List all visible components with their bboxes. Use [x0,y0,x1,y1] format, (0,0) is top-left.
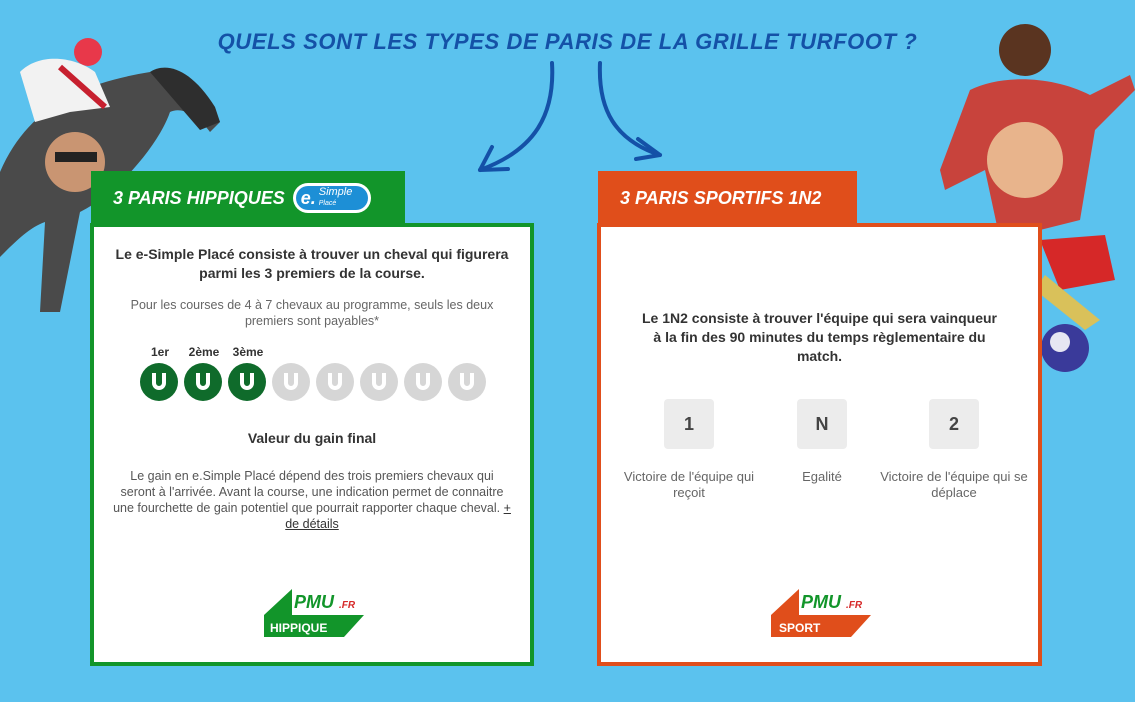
pmu-suffix: .FR [339,600,356,611]
panel-hippique [90,223,534,666]
pmu-suffix: .FR [846,600,863,611]
horseshoe-icon [228,363,266,401]
bet-label: Egalité [802,469,842,484]
pmu-label: HIPPIQUE [270,621,328,635]
esimple-place: Placé [318,200,337,207]
tab-sport-label: 3 PARIS SPORTIFS 1N2 [620,187,822,208]
horseshoe-row [140,345,500,405]
horseshoe-icon [404,363,442,401]
pmu-sport-logo [771,585,871,641]
bet-option-home [614,399,764,501]
pmu-brand: PMU [294,592,334,612]
horseshoe-icon [184,363,222,401]
bet-symbol: 1 [664,399,714,449]
hippique-title: Le e-Simple Placé consiste à trouver un cheval qui figurera parmi les 3 premiers de la course. [115,246,509,281]
tab-hippique-label: 3 PARIS HIPPIQUES [113,187,285,208]
details-link[interactable]: + de détails [285,501,511,531]
hippique-note: Pour les courses de 4 à 7 chevaux au programme, seuls les deux premiers sont payables* [130,298,494,328]
horseshoe-icon [360,363,398,401]
horseshoe-icon [272,363,310,401]
place-label: 3ème [232,345,264,359]
bet-label: Victoire de l'équipe qui reçoit [623,469,755,500]
bet-symbol: 2 [929,399,979,449]
bet-option-draw [747,399,897,485]
horseshoe-icon [316,363,354,401]
bet-label: Victoire de l'équipe qui se déplace [880,469,1028,500]
arrows-illustration [440,55,700,180]
sport-title: Le 1N2 consiste à trouver l'équipe qui sera vainqueur à la fin des 90 minutes du temps règlementaire du match. [642,310,997,364]
bet-option-away [879,399,1029,501]
place-label: 1er [150,345,170,359]
gain-title: Valeur du gain final [247,430,377,446]
horseshoe-icon [448,363,486,401]
esimple-place-badge [293,183,371,213]
esimple-e: e. [300,187,316,208]
gain-text [112,468,512,532]
page-title: QUELS SONT LES TYPES DE PARIS DE LA GRILLE TURFOOT ? [217,29,918,54]
tab-paris-hippiques [91,171,405,225]
bet-symbol: N [797,399,847,449]
esimple-simple: Simple [318,186,353,198]
horseshoe-icon [140,363,178,401]
pmu-brand: PMU [801,592,841,612]
pmu-label: SPORT [779,621,821,635]
gain-description: Le gain en e.Simple Placé dépend des trois premiers chevaux qui seront à l'arrivée. Avant la course, une indication permet de connaitre une fourchette de gain potentiel que pourrait rapporter chaque cheval. [113,469,504,515]
panel-sport [597,223,1042,666]
tab-paris-sportifs [598,171,857,225]
pmu-hippique-logo [264,585,364,641]
place-label: 2ème [188,345,220,359]
